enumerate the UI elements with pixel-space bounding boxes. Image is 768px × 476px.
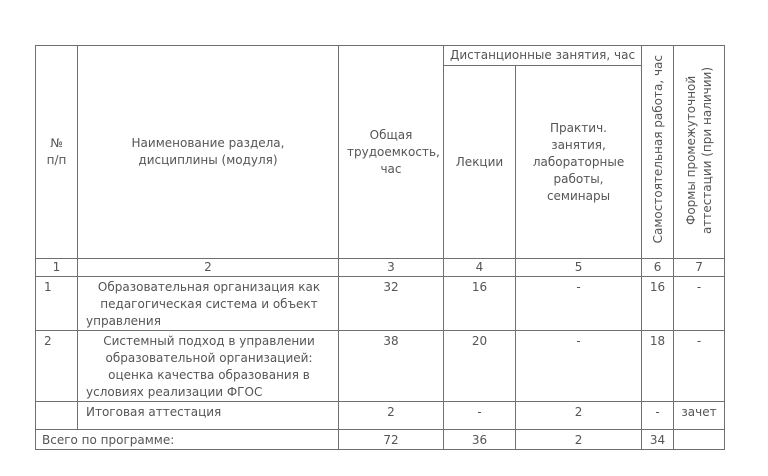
col-number: 4 (444, 259, 516, 277)
row-self: 18 (642, 331, 674, 402)
total-row (36, 430, 725, 450)
col-number: 6 (642, 259, 674, 277)
total-label: Всего по программе: (36, 430, 339, 450)
row-form: - (674, 331, 725, 402)
row-num: 2 (36, 331, 78, 402)
row-practical: - (516, 277, 642, 331)
col-number: 7 (674, 259, 725, 277)
row-name: Итоговая аттестация (78, 402, 339, 430)
col-number: 3 (339, 259, 444, 277)
row-practical: - (516, 331, 642, 402)
row-total: 2 (339, 402, 444, 430)
total-practical: 2 (516, 430, 642, 450)
row-practical: 2 (516, 402, 642, 430)
col-number: 2 (78, 259, 339, 277)
col-number: 5 (516, 259, 642, 277)
header-distance: Дистанционные занятия, час (444, 46, 642, 66)
row-name: Системный подход в управлении образовательной организацией: оценка качества образования в условиях реализации ФГОС (78, 331, 339, 402)
row-lectures: - (444, 402, 516, 430)
row-lectures: 16 (444, 277, 516, 331)
header-lectures: Лекции (444, 66, 516, 259)
row-total: 38 (339, 331, 444, 402)
header-attestation (674, 46, 725, 259)
column-number-row (36, 259, 725, 277)
curriculum-table (35, 45, 725, 450)
row-num: 1 (36, 277, 78, 331)
row-name: Образовательная организация как педагогическая система и объект управления (78, 277, 339, 331)
header-total: Общая трудоемкость, час (339, 46, 444, 259)
row-form: зачет (674, 402, 725, 430)
table-row (36, 277, 725, 331)
row-total: 32 (339, 277, 444, 331)
row-lectures: 20 (444, 331, 516, 402)
total-form (674, 430, 725, 450)
row-form: - (674, 277, 725, 331)
row-self: 16 (642, 277, 674, 331)
row-self: - (642, 402, 674, 430)
row-num (36, 402, 78, 430)
header-num: № п/п (36, 46, 78, 259)
total-self: 34 (642, 430, 674, 450)
header-attestation-text: Формы промежуточной аттестации (при наличии) (684, 65, 715, 234)
total-total: 72 (339, 430, 444, 450)
header-self-work-text: Самостоятельная работа, час (650, 55, 665, 244)
col-number: 1 (36, 259, 78, 277)
table-row (36, 331, 725, 402)
header-name: Наименование раздела, дисциплины (модуля) (78, 46, 339, 259)
table-row (36, 402, 725, 430)
total-lectures: 36 (444, 430, 516, 450)
header-self-work (642, 46, 674, 259)
header-practical: Практич. занятия, лабораторные работы, семинары (516, 66, 642, 259)
